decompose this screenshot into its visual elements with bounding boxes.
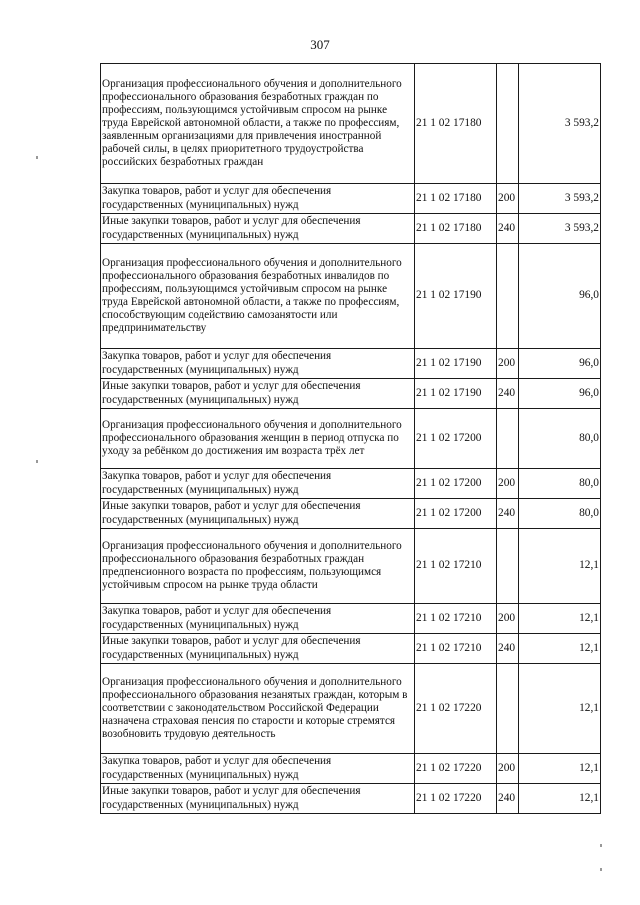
row-amount-cell: 12,1 bbox=[519, 604, 601, 634]
row-code-cell: 21 1 02 17220 bbox=[415, 784, 497, 814]
scan-speck bbox=[600, 844, 602, 847]
row-type-cell: 200 bbox=[497, 184, 519, 214]
row-code-cell: 21 1 02 17190 bbox=[415, 379, 497, 409]
row-type-cell: 240 bbox=[497, 214, 519, 244]
row-type-cell bbox=[497, 529, 519, 604]
scan-speck bbox=[600, 868, 602, 871]
row-name-cell: Иные закупки товаров, работ и услуг для обеспечения государственных (муниципальных) нужд bbox=[101, 634, 415, 664]
row-amount-cell: 3 593,2 bbox=[519, 184, 601, 214]
table-row bbox=[101, 634, 601, 664]
row-amount-cell: 96,0 bbox=[519, 379, 601, 409]
table-row bbox=[101, 469, 601, 499]
row-amount-cell: 12,1 bbox=[519, 529, 601, 604]
row-name-cell: Организация профессионального обучения и дополнительного профессионального образования незанятых граждан, которым в соответствии с законодательством Российской Федерации назначена страховая пенсия по старости и которые стремятся возобновить трудовую деятельность bbox=[101, 664, 415, 754]
row-type-cell: 240 bbox=[497, 634, 519, 664]
row-name-cell: Иные закупки товаров, работ и услуг для обеспечения государственных (муниципальных) нужд bbox=[101, 214, 415, 244]
row-code-cell: 21 1 02 17220 bbox=[415, 754, 497, 784]
row-code-cell: 21 1 02 17210 bbox=[415, 634, 497, 664]
scan-speck bbox=[36, 460, 38, 463]
row-amount-cell: 12,1 bbox=[519, 634, 601, 664]
row-amount-cell: 80,0 bbox=[519, 409, 601, 469]
row-code-cell: 21 1 02 17210 bbox=[415, 604, 497, 634]
table-row bbox=[101, 664, 601, 754]
table-row bbox=[101, 604, 601, 634]
budget-table-body bbox=[101, 64, 601, 814]
row-name-cell: Организация профессионального обучения и дополнительного профессионального образования безработных граждан по профессиям, пользующимся устойчивым спросом на рынке труда Еврейской автономной области, а также по профессиям, заявленным организациями для привлечения иностранной рабочей силы, в целях приоритетного трудоустройства российских безработных граждан bbox=[101, 64, 415, 184]
row-name-cell: Закупка товаров, работ и услуг для обеспечения государственных (муниципальных) нужд bbox=[101, 184, 415, 214]
row-name-cell: Закупка товаров, работ и услуг для обеспечения государственных (муниципальных) нужд bbox=[101, 754, 415, 784]
table-row bbox=[101, 529, 601, 604]
row-code-cell: 21 1 02 17180 bbox=[415, 184, 497, 214]
row-name-cell: Организация профессионального обучения и дополнительного профессионального образования безработных граждан предпенсионного возраста по профессиям, пользующимся устойчивым спросом на рынке труда области bbox=[101, 529, 415, 604]
row-type-cell: 240 bbox=[497, 499, 519, 529]
row-code-cell: 21 1 02 17200 bbox=[415, 469, 497, 499]
row-type-cell: 200 bbox=[497, 754, 519, 784]
row-amount-cell: 12,1 bbox=[519, 664, 601, 754]
row-amount-cell: 80,0 bbox=[519, 499, 601, 529]
row-code-cell: 21 1 02 17210 bbox=[415, 529, 497, 604]
row-name-cell: Иные закупки товаров, работ и услуг для обеспечения государственных (муниципальных) нужд bbox=[101, 499, 415, 529]
row-type-cell: 240 bbox=[497, 379, 519, 409]
row-name-cell: Закупка товаров, работ и услуг для обеспечения государственных (муниципальных) нужд bbox=[101, 604, 415, 634]
row-code-cell: 21 1 02 17180 bbox=[415, 64, 497, 184]
row-code-cell: 21 1 02 17190 bbox=[415, 349, 497, 379]
row-name-cell: Иные закупки товаров, работ и услуг для обеспечения государственных (муниципальных) нужд bbox=[101, 379, 415, 409]
row-name-cell: Иные закупки товаров, работ и услуг для обеспечения государственных (муниципальных) нужд bbox=[101, 784, 415, 814]
table-row bbox=[101, 409, 601, 469]
table-row bbox=[101, 64, 601, 184]
row-code-cell: 21 1 02 17200 bbox=[415, 409, 497, 469]
row-amount-cell: 3 593,2 bbox=[519, 214, 601, 244]
row-type-cell bbox=[497, 409, 519, 469]
row-type-cell bbox=[497, 664, 519, 754]
table-row bbox=[101, 379, 601, 409]
row-type-cell: 200 bbox=[497, 469, 519, 499]
table-row bbox=[101, 754, 601, 784]
table-row bbox=[101, 349, 601, 379]
row-code-cell: 21 1 02 17180 bbox=[415, 214, 497, 244]
row-amount-cell: 80,0 bbox=[519, 469, 601, 499]
table-row bbox=[101, 499, 601, 529]
budget-table bbox=[100, 63, 601, 814]
row-amount-cell: 96,0 bbox=[519, 244, 601, 349]
row-type-cell bbox=[497, 244, 519, 349]
row-name-cell: Закупка товаров, работ и услуг для обеспечения государственных (муниципальных) нужд bbox=[101, 349, 415, 379]
table-row bbox=[101, 784, 601, 814]
row-type-cell: 240 bbox=[497, 784, 519, 814]
row-type-cell: 200 bbox=[497, 604, 519, 634]
row-code-cell: 21 1 02 17190 bbox=[415, 244, 497, 349]
table-row bbox=[101, 214, 601, 244]
table-row bbox=[101, 244, 601, 349]
scan-speck bbox=[36, 156, 38, 159]
row-amount-cell: 96,0 bbox=[519, 349, 601, 379]
row-amount-cell: 12,1 bbox=[519, 754, 601, 784]
row-name-cell: Закупка товаров, работ и услуг для обеспечения государственных (муниципальных) нужд bbox=[101, 469, 415, 499]
table-row bbox=[101, 184, 601, 214]
row-amount-cell: 12,1 bbox=[519, 784, 601, 814]
row-name-cell: Организация профессионального обучения и дополнительного профессионального образования женщин в период отпуска по уходу за ребёнком до достижения им возраста трёх лет bbox=[101, 409, 415, 469]
row-type-cell: 200 bbox=[497, 349, 519, 379]
row-code-cell: 21 1 02 17200 bbox=[415, 499, 497, 529]
row-code-cell: 21 1 02 17220 bbox=[415, 664, 497, 754]
row-type-cell bbox=[497, 64, 519, 184]
row-amount-cell: 3 593,2 bbox=[519, 64, 601, 184]
page-number: 307 bbox=[310, 37, 330, 52]
row-name-cell: Организация профессионального обучения и дополнительного профессионального образования безработных инвалидов по профессиям, пользующимся устойчивым спросом на рынке труда Еврейской автономной области, а также по профессиям, способствующим содействию самозанятости или предпринимательству bbox=[101, 244, 415, 349]
